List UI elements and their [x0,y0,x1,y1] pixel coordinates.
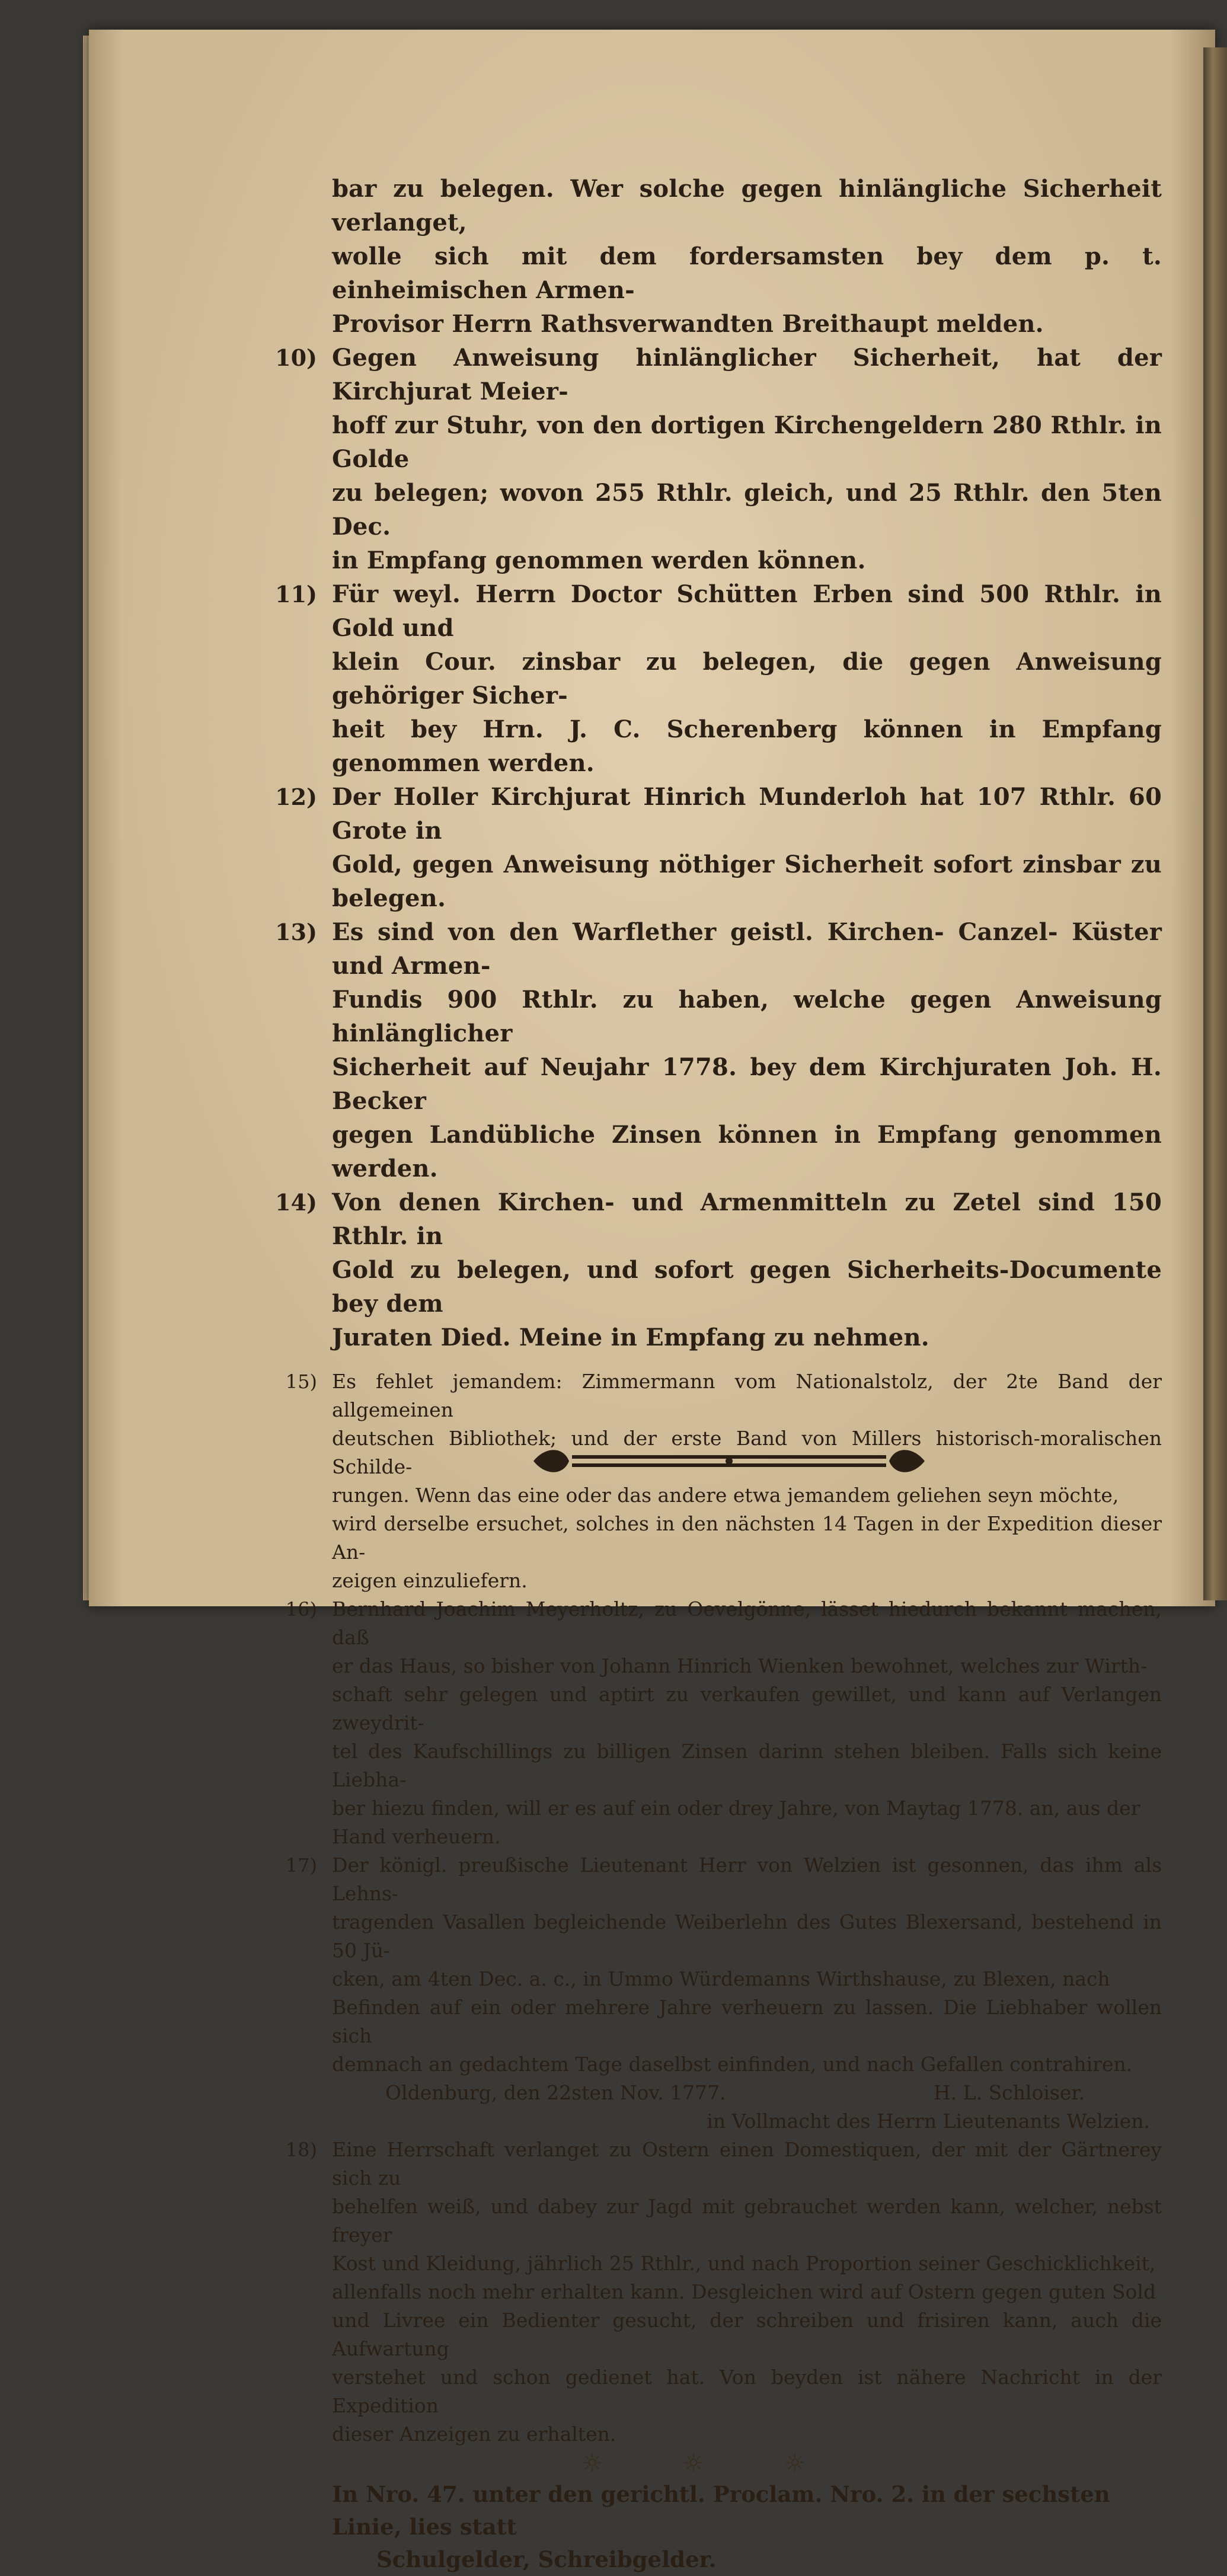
item-number: 13) [275,919,317,945]
item-text [332,780,1162,915]
text-line: Von denen Kirchen- und Armenmitteln zu Zetel sind 150 Rthlr. in [332,1188,1162,1250]
text-line: schaft sehr gelegen und aptirt zu verkaufen gewillet, und kann auf Verlangen zweydrit- [332,1683,1162,1734]
text-line: Für weyl. Herrn Doctor Schütten Erben sind 500 Rthlr. in Gold und [332,580,1162,642]
text-line: Eine Herrschaft verlanget zu Ostern einen Domestiquen, der mit der Gärtnerey sich zu [332,2138,1162,2190]
notice-item-18 [285,2136,1162,2449]
star-divider: ☼ ☼ ☼ [581,2449,806,2478]
errata-line-2: Schulgelder, Schreibgelder. [376,2546,717,2572]
text-line: Befinden auf ein oder mehrere Jahre verheuern zu lassen. Die Liebhaber wollen sich [332,1996,1162,2047]
text-line: tragenden Vasallen begleichende Weiberlehn des Gutes Blexersand, bestehend in 50 Jü- [332,1910,1162,1962]
errata-line-1: In Nro. 47. unter den gerichtl. Proclam. Nro. 2. in der sechsten Linie, lies statt [332,2481,1110,2540]
item-text [332,2136,1162,2449]
notice-item [285,1595,1162,1851]
item-number: 18) [285,2139,317,2161]
text-line: Gold, gegen Anweisung nöthiger Sicherheit sofort zinsbar zu belegen. [332,851,1162,912]
item-number: 12) [275,784,317,810]
signature-place-date: Oldenburg, den 22sten Nov. 1777. [385,2081,726,2104]
text-line: Der Holler Kirchjurat Hinrich Munderloh hat 107 Rthlr. 60 Grote in [332,783,1162,845]
text-line: heit bey Hrn. J. C. Scherenberg können in Empfang genommen werden. [332,715,1162,777]
ornament-divider [522,1443,937,1479]
text-line: hoff zur Stuhr, von den dortigen Kirchengeldern 280 Rthlr. in Golde [332,411,1162,473]
item-number: 11) [275,581,317,608]
text-line: gegen Landübliche Zinsen können in Empfang genommen werden. [332,1121,1162,1182]
text-line: deutschen Bibliothek; und der erste Band von Millers historisch-moralischen Schilde- [332,1427,1162,1478]
item-text [332,915,1162,1185]
text-line: rungen. Wenn das eine oder das andere etwa jemandem geliehen seyn möchte, [332,1484,1119,1507]
text-block [275,172,1162,2576]
item-text [332,1367,1162,1595]
text-line: wird derselbe ersuchet, solches in den nächsten 14 Tagen in der Expedition dieser An- [332,1512,1162,1564]
text-line: klein Cour. zinsbar zu belegen, die gegen Anweisung gehöriger Sicher- [332,648,1162,709]
text-line: Gegen Anweisung hinlänglicher Sicherheit, hat der Kirchjurat Meier- [332,344,1162,405]
text-line: verstehet und schon gedienet hat. Von beyden ist nähere Nachricht in der Expedition [332,2366,1162,2417]
text-line: cken, am 4ten Dec. a. c., in Ummo Würdemanns Wirthshause, zu Blexen, nach [332,1967,1110,1990]
text-line: er das Haus, so bisher von Johann Hinrich Wienken bewohnet, welches zur Wirth- [332,1654,1148,1677]
notice-item [285,2136,1162,2449]
text-line: Bernhard Joachim Meyerholtz, zu Oevelgönne, lässet hiedurch bekannt machen, daß [332,1597,1162,1649]
text-line: Hand verheuern. [332,1825,501,1848]
notice-item [275,1185,1162,1354]
notice-list-large [275,172,1162,1354]
notice-item [285,1367,1162,1595]
signature-name: H. L. Schloiser. [933,2081,1085,2104]
text-line: allenfalls noch mehr erhalten kann. Desgleichen wird auf Ostern gegen guten Sold [332,2280,1156,2303]
item-number: 15) [285,1370,317,1393]
text-line: Juraten Died. Meine in Empfang zu nehmen. [332,1324,929,1351]
signature-row [332,2079,1162,2107]
notice-item [275,341,1162,577]
item-text [332,577,1162,780]
text-line: zu belegen; wovon 255 Rthlr. gleich, und 25 Rthlr. den 5ten Dec. [332,479,1162,541]
item-number: 14) [275,1189,317,1216]
text-line: ber hiezu finden, will er es auf ein oder drey Jahre, von Maytag 1778. an, aus der [332,1797,1140,1820]
signature-note: in Vollmacht des Herrn Lieutenants Welzien. [707,2110,1150,2133]
item-number: 10) [275,344,317,371]
text-line: Kost und Kleidung, jährlich 25 Rthlr., und nach Proportion seiner Geschicklichkeit, [332,2252,1156,2275]
item-text [332,341,1162,577]
notice-item [275,780,1162,915]
item-text [332,1185,1162,1354]
page-edge-right [1203,47,1227,1600]
text-line: behelfen weiß, und dabey zur Jagd mit gebrauchet werden kann, welcher, nebst freyer [332,2195,1162,2246]
text-line: Der königl. preußische Lieutenant Herr von Welzien ist gesonnen, das ihm als Lehns- [332,1853,1162,1905]
text-line: wolle sich mit dem fordersamsten bey dem p. t. einheimischen Armen- [332,242,1162,304]
text-line: Es fehlet jemandem: Zimmermann vom Nationalstolz, der 2te Band der allgemeinen [332,1370,1162,1421]
item-number: 16) [285,1598,317,1621]
item-text [332,1851,1162,2079]
text-line: bar zu belegen. Wer solche gegen hinlängliche Sicherheit verlanget, [332,175,1162,236]
text-line: demnach an gedachtem Tage daselbst einfinden, und nach Gefallen contrahiren. [332,2053,1133,2076]
text-line: zeigen einzuliefern. [332,1569,528,1592]
text-line: und Livree ein Bedienter gesucht, der schreiben und frisiren kann, auch die Aufwartung [332,2309,1162,2360]
notice-item [275,577,1162,780]
item-text [332,172,1162,341]
text-line: Es sind von den Warflether geistl. Kirchen- Canzel- Küster und Armen- [332,918,1162,980]
text-line: Provisor Herrn Rathsverwandten Breithaupt melden. [332,310,1044,338]
text-line: dieser Anzeigen zu erhalten. [332,2422,616,2446]
errata [332,2478,1162,2576]
notice-item [285,1851,1162,2079]
notice-item [332,172,1162,341]
text-line: in Empfang genommen werden können. [332,546,866,574]
text-line: Sicherheit auf Neujahr 1778. bey dem Kirchjuraten Joh. H. Becker [332,1053,1162,1115]
item-text [332,1595,1162,1851]
notice-item [275,915,1162,1185]
text-line: tel des Kaufschillings zu billigen Zinsen darinn stehen bleiben. Falls sich keine Liebha- [332,1740,1162,1791]
text-line: Fundis 900 Rthlr. zu haben, welche gegen Anweisung hinlänglicher [332,986,1162,1047]
text-line: Gold zu belegen, und sofort gegen Sicherheits-Documente bey dem [332,1256,1162,1318]
item-number: 17) [285,1854,317,1877]
